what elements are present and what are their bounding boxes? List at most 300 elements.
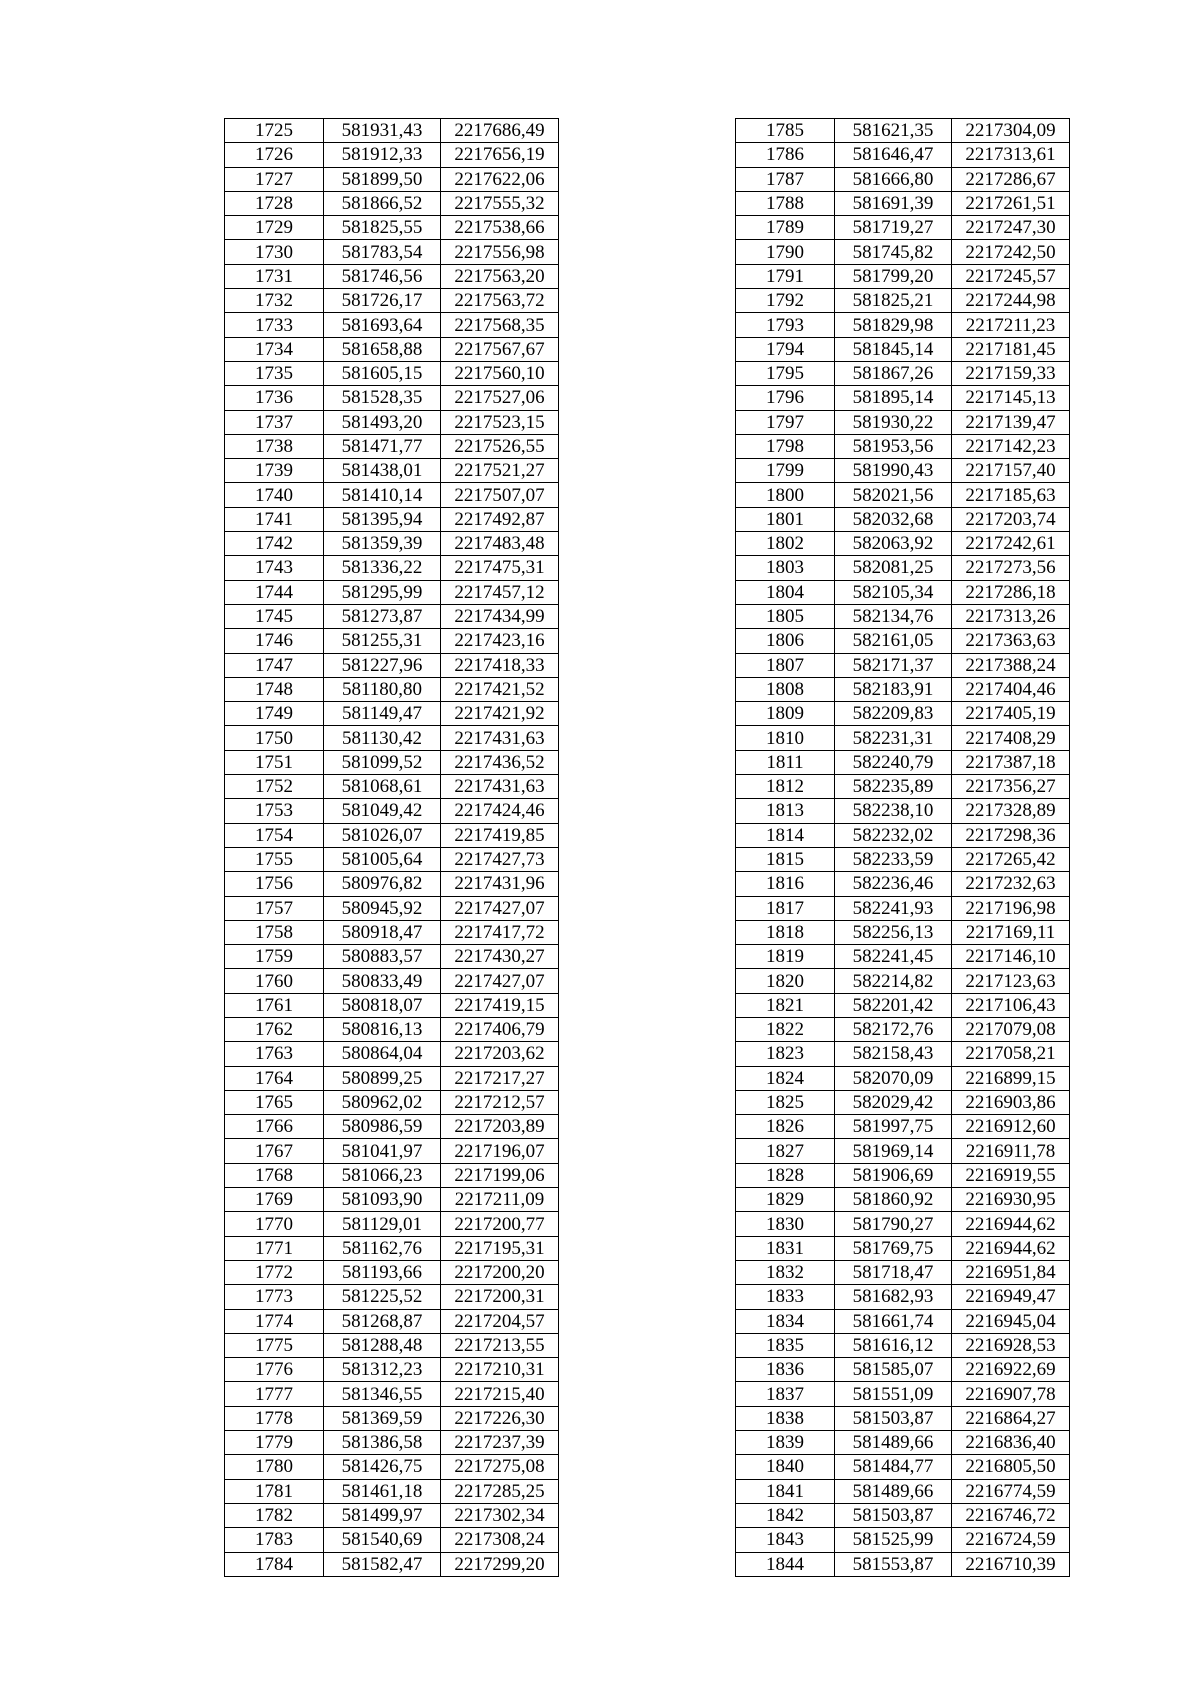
table-row	[225, 313, 559, 337]
point-number-cell: 1842	[736, 1503, 835, 1527]
x-coordinate-cell: 581288,48	[324, 1333, 441, 1357]
x-coordinate-cell: 582161,05	[835, 629, 952, 653]
point-number-cell: 1767	[225, 1139, 324, 1163]
table-row	[736, 775, 1070, 799]
x-coordinate-cell: 582209,83	[835, 702, 952, 726]
point-number-cell: 1741	[225, 507, 324, 531]
point-number-cell: 1828	[736, 1163, 835, 1187]
point-number-cell: 1756	[225, 872, 324, 896]
y-coordinate-cell: 2217200,77	[441, 1212, 559, 1236]
y-coordinate-cell: 2217526,55	[441, 434, 559, 458]
table-row	[736, 1285, 1070, 1309]
table-row	[225, 896, 559, 920]
y-coordinate-cell: 2217538,66	[441, 216, 559, 240]
x-coordinate-cell: 581099,52	[324, 750, 441, 774]
y-coordinate-cell: 2217185,63	[952, 483, 1070, 507]
point-number-cell: 1752	[225, 775, 324, 799]
table-row	[736, 847, 1070, 871]
table-row	[736, 1188, 1070, 1212]
point-number-cell: 1815	[736, 847, 835, 871]
point-number-cell: 1825	[736, 1090, 835, 1114]
table-row	[736, 1552, 1070, 1576]
x-coordinate-cell: 581931,43	[324, 119, 441, 143]
x-coordinate-cell: 581438,01	[324, 459, 441, 483]
y-coordinate-cell: 2217196,07	[441, 1139, 559, 1163]
table-row	[736, 920, 1070, 944]
x-coordinate-cell: 581049,42	[324, 799, 441, 823]
table-row	[225, 1188, 559, 1212]
table-row	[225, 1333, 559, 1357]
y-coordinate-cell: 2217388,24	[952, 653, 1070, 677]
x-coordinate-cell: 581471,77	[324, 434, 441, 458]
x-coordinate-cell: 581426,75	[324, 1455, 441, 1479]
x-coordinate-cell: 582029,42	[835, 1090, 952, 1114]
table-row	[736, 386, 1070, 410]
table-row	[225, 1503, 559, 1527]
y-coordinate-cell: 2216710,39	[952, 1552, 1070, 1576]
table-row	[225, 289, 559, 313]
point-number-cell: 1804	[736, 580, 835, 604]
y-coordinate-cell: 2217363,63	[952, 629, 1070, 653]
point-number-cell: 1728	[225, 191, 324, 215]
point-number-cell: 1780	[225, 1455, 324, 1479]
y-coordinate-cell: 2217404,46	[952, 677, 1070, 701]
y-coordinate-cell: 2217507,07	[441, 483, 559, 507]
point-number-cell: 1766	[225, 1115, 324, 1139]
y-coordinate-cell: 2217211,23	[952, 313, 1070, 337]
point-number-cell: 1816	[736, 872, 835, 896]
point-number-cell: 1813	[736, 799, 835, 823]
y-coordinate-cell: 2217245,57	[952, 264, 1070, 288]
y-coordinate-cell: 2217181,45	[952, 337, 1070, 361]
y-coordinate-cell: 2217431,63	[441, 775, 559, 799]
table-row	[225, 216, 559, 240]
x-coordinate-cell: 582070,09	[835, 1066, 952, 1090]
x-coordinate-cell: 581093,90	[324, 1188, 441, 1212]
table-row	[225, 750, 559, 774]
y-coordinate-cell: 2217226,30	[441, 1406, 559, 1430]
y-coordinate-cell: 2217106,43	[952, 993, 1070, 1017]
table-row	[736, 483, 1070, 507]
x-coordinate-cell: 581769,75	[835, 1236, 952, 1260]
y-coordinate-cell: 2216930,95	[952, 1188, 1070, 1212]
y-coordinate-cell: 2217408,29	[952, 726, 1070, 750]
table-row	[736, 1528, 1070, 1552]
y-coordinate-cell: 2217275,08	[441, 1455, 559, 1479]
x-coordinate-cell: 581395,94	[324, 507, 441, 531]
y-coordinate-cell: 2217313,61	[952, 143, 1070, 167]
point-number-cell: 1823	[736, 1042, 835, 1066]
table-row	[225, 1236, 559, 1260]
x-coordinate-cell: 582201,42	[835, 993, 952, 1017]
table-row	[225, 677, 559, 701]
y-coordinate-cell: 2217304,09	[952, 119, 1070, 143]
table-row	[225, 1552, 559, 1576]
x-coordinate-cell: 581312,23	[324, 1358, 441, 1382]
table-row	[736, 216, 1070, 240]
table-row	[225, 580, 559, 604]
table-row	[225, 386, 559, 410]
y-coordinate-cell: 2217527,06	[441, 386, 559, 410]
y-coordinate-cell: 2217405,19	[952, 702, 1070, 726]
point-number-cell: 1834	[736, 1309, 835, 1333]
y-coordinate-cell: 2217475,31	[441, 556, 559, 580]
x-coordinate-cell: 581255,31	[324, 629, 441, 653]
x-coordinate-cell: 581969,14	[835, 1139, 952, 1163]
x-coordinate-cell: 580833,49	[324, 969, 441, 993]
y-coordinate-cell: 2216922,69	[952, 1358, 1070, 1382]
x-coordinate-cell: 582240,79	[835, 750, 952, 774]
x-coordinate-cell: 581866,52	[324, 191, 441, 215]
y-coordinate-cell: 2217261,51	[952, 191, 1070, 215]
y-coordinate-cell: 2217656,19	[441, 143, 559, 167]
point-number-cell: 1750	[225, 726, 324, 750]
table-row	[736, 532, 1070, 556]
x-coordinate-cell: 580818,07	[324, 993, 441, 1017]
table-row	[225, 920, 559, 944]
x-coordinate-cell: 582183,91	[835, 677, 952, 701]
table-row	[736, 507, 1070, 531]
table-row	[736, 313, 1070, 337]
point-number-cell: 1787	[736, 167, 835, 191]
x-coordinate-cell: 582032,68	[835, 507, 952, 531]
point-number-cell: 1800	[736, 483, 835, 507]
y-coordinate-cell: 2216911,78	[952, 1139, 1070, 1163]
table-row	[225, 1309, 559, 1333]
point-number-cell: 1807	[736, 653, 835, 677]
table-row	[736, 167, 1070, 191]
table-row	[736, 337, 1070, 361]
y-coordinate-cell: 2217423,16	[441, 629, 559, 653]
table-row	[225, 507, 559, 531]
table-row	[736, 896, 1070, 920]
table-row	[225, 629, 559, 653]
table-row	[225, 337, 559, 361]
x-coordinate-cell: 581026,07	[324, 823, 441, 847]
point-number-cell: 1747	[225, 653, 324, 677]
point-number-cell: 1730	[225, 240, 324, 264]
x-coordinate-cell: 581899,50	[324, 167, 441, 191]
x-coordinate-cell: 581359,39	[324, 532, 441, 556]
x-coordinate-cell: 581273,87	[324, 604, 441, 628]
point-number-cell: 1725	[225, 119, 324, 143]
x-coordinate-cell: 580816,13	[324, 1017, 441, 1041]
y-coordinate-cell: 2217196,98	[952, 896, 1070, 920]
x-coordinate-cell: 581906,69	[835, 1163, 952, 1187]
table-row	[225, 556, 559, 580]
y-coordinate-cell: 2217200,20	[441, 1260, 559, 1284]
point-number-cell: 1732	[225, 289, 324, 313]
y-coordinate-cell: 2217232,63	[952, 872, 1070, 896]
y-coordinate-cell: 2217555,32	[441, 191, 559, 215]
x-coordinate-cell: 581336,22	[324, 556, 441, 580]
x-coordinate-cell: 581369,59	[324, 1406, 441, 1430]
x-coordinate-cell: 581691,39	[835, 191, 952, 215]
y-coordinate-cell: 2217079,08	[952, 1017, 1070, 1041]
table-row	[736, 702, 1070, 726]
x-coordinate-cell: 581661,74	[835, 1309, 952, 1333]
table-row	[736, 604, 1070, 628]
point-number-cell: 1820	[736, 969, 835, 993]
x-coordinate-cell: 582241,93	[835, 896, 952, 920]
x-coordinate-cell: 581666,80	[835, 167, 952, 191]
point-number-cell: 1808	[736, 677, 835, 701]
table-row	[225, 191, 559, 215]
point-number-cell: 1778	[225, 1406, 324, 1430]
table-row	[736, 1455, 1070, 1479]
x-coordinate-cell: 582235,89	[835, 775, 952, 799]
point-number-cell: 1749	[225, 702, 324, 726]
table-row	[736, 191, 1070, 215]
x-coordinate-cell: 581745,82	[835, 240, 952, 264]
x-coordinate-cell: 581585,07	[835, 1358, 952, 1382]
table-row	[225, 1260, 559, 1284]
point-number-cell: 1789	[736, 216, 835, 240]
y-coordinate-cell: 2217204,57	[441, 1309, 559, 1333]
x-coordinate-cell: 582236,46	[835, 872, 952, 896]
x-coordinate-cell: 581193,66	[324, 1260, 441, 1284]
x-coordinate-cell: 582134,76	[835, 604, 952, 628]
table-row	[736, 459, 1070, 483]
table-row	[225, 604, 559, 628]
point-number-cell: 1781	[225, 1479, 324, 1503]
x-coordinate-cell: 581605,15	[324, 361, 441, 385]
y-coordinate-cell: 2217427,07	[441, 896, 559, 920]
y-coordinate-cell: 2217434,99	[441, 604, 559, 628]
point-number-cell: 1839	[736, 1431, 835, 1455]
x-coordinate-cell: 581990,43	[835, 459, 952, 483]
x-coordinate-cell: 582241,45	[835, 945, 952, 969]
table-row	[225, 167, 559, 191]
table-row	[225, 799, 559, 823]
y-coordinate-cell: 2217417,72	[441, 920, 559, 944]
x-coordinate-cell: 581227,96	[324, 653, 441, 677]
point-number-cell: 1793	[736, 313, 835, 337]
x-coordinate-cell: 581621,35	[835, 119, 952, 143]
point-number-cell: 1837	[736, 1382, 835, 1406]
table-row	[736, 264, 1070, 288]
x-coordinate-cell: 582232,02	[835, 823, 952, 847]
x-coordinate-cell: 581528,35	[324, 386, 441, 410]
x-coordinate-cell: 580918,47	[324, 920, 441, 944]
y-coordinate-cell: 2217419,15	[441, 993, 559, 1017]
table-row	[736, 872, 1070, 896]
x-coordinate-cell: 581783,54	[324, 240, 441, 264]
table-row	[225, 1285, 559, 1309]
table-row	[225, 726, 559, 750]
x-coordinate-cell: 581489,66	[835, 1431, 952, 1455]
table-row	[225, 483, 559, 507]
y-coordinate-cell: 2217159,33	[952, 361, 1070, 385]
y-coordinate-cell: 2216944,62	[952, 1236, 1070, 1260]
x-coordinate-cell: 581616,12	[835, 1333, 952, 1357]
y-coordinate-cell: 2217199,06	[441, 1163, 559, 1187]
point-number-cell: 1759	[225, 945, 324, 969]
table-row	[225, 361, 559, 385]
coordinates-table-right	[735, 118, 1070, 1577]
point-number-cell: 1806	[736, 629, 835, 653]
y-coordinate-cell: 2216836,40	[952, 1431, 1070, 1455]
table-row	[736, 1212, 1070, 1236]
y-coordinate-cell: 2216805,50	[952, 1455, 1070, 1479]
y-coordinate-cell: 2217210,31	[441, 1358, 559, 1382]
point-number-cell: 1832	[736, 1260, 835, 1284]
point-number-cell: 1740	[225, 483, 324, 507]
x-coordinate-cell: 581799,20	[835, 264, 952, 288]
point-number-cell: 1731	[225, 264, 324, 288]
point-number-cell: 1821	[736, 993, 835, 1017]
x-coordinate-cell: 581225,52	[324, 1285, 441, 1309]
x-coordinate-cell: 581912,33	[324, 143, 441, 167]
table-row	[736, 1431, 1070, 1455]
x-coordinate-cell: 581646,47	[835, 143, 952, 167]
y-coordinate-cell: 2217215,40	[441, 1382, 559, 1406]
x-coordinate-cell: 582081,25	[835, 556, 952, 580]
x-coordinate-cell: 581860,92	[835, 1188, 952, 1212]
table-row	[736, 556, 1070, 580]
x-coordinate-cell: 581829,98	[835, 313, 952, 337]
point-number-cell: 1822	[736, 1017, 835, 1041]
x-coordinate-cell: 582105,34	[835, 580, 952, 604]
table-row	[736, 726, 1070, 750]
x-coordinate-cell: 580986,59	[324, 1115, 441, 1139]
point-number-cell: 1784	[225, 1552, 324, 1576]
x-coordinate-cell: 581540,69	[324, 1528, 441, 1552]
point-number-cell: 1798	[736, 434, 835, 458]
table-row	[736, 1163, 1070, 1187]
x-coordinate-cell: 580883,57	[324, 945, 441, 969]
y-coordinate-cell: 2216912,60	[952, 1115, 1070, 1139]
x-coordinate-cell: 581041,97	[324, 1139, 441, 1163]
point-number-cell: 1773	[225, 1285, 324, 1309]
x-coordinate-cell: 581162,76	[324, 1236, 441, 1260]
table-row	[736, 1017, 1070, 1041]
y-coordinate-cell: 2217523,15	[441, 410, 559, 434]
x-coordinate-cell: 580962,02	[324, 1090, 441, 1114]
y-coordinate-cell: 2217145,13	[952, 386, 1070, 410]
table-row	[225, 1212, 559, 1236]
table-row	[736, 1479, 1070, 1503]
point-number-cell: 1742	[225, 532, 324, 556]
x-coordinate-cell: 581130,42	[324, 726, 441, 750]
table-row	[225, 1115, 559, 1139]
y-coordinate-cell: 2216724,59	[952, 1528, 1070, 1552]
point-number-cell: 1779	[225, 1431, 324, 1455]
y-coordinate-cell: 2217421,52	[441, 677, 559, 701]
point-number-cell: 1785	[736, 119, 835, 143]
y-coordinate-cell: 2217244,98	[952, 289, 1070, 313]
point-number-cell: 1827	[736, 1139, 835, 1163]
x-coordinate-cell: 581790,27	[835, 1212, 952, 1236]
table-row	[736, 1333, 1070, 1357]
y-coordinate-cell: 2217217,27	[441, 1066, 559, 1090]
point-number-cell: 1733	[225, 313, 324, 337]
point-number-cell: 1792	[736, 289, 835, 313]
point-number-cell: 1765	[225, 1090, 324, 1114]
point-number-cell: 1751	[225, 750, 324, 774]
x-coordinate-cell: 581582,47	[324, 1552, 441, 1576]
x-coordinate-cell: 581068,61	[324, 775, 441, 799]
table-row	[736, 1358, 1070, 1382]
x-coordinate-cell: 581346,55	[324, 1382, 441, 1406]
y-coordinate-cell: 2217431,63	[441, 726, 559, 750]
y-coordinate-cell: 2216907,78	[952, 1382, 1070, 1406]
table-row	[736, 945, 1070, 969]
table-row	[225, 1406, 559, 1430]
y-coordinate-cell: 2217418,33	[441, 653, 559, 677]
y-coordinate-cell: 2217203,74	[952, 507, 1070, 531]
point-number-cell: 1761	[225, 993, 324, 1017]
table-row	[736, 580, 1070, 604]
table-row	[736, 434, 1070, 458]
y-coordinate-cell: 2217622,06	[441, 167, 559, 191]
x-coordinate-cell: 581268,87	[324, 1309, 441, 1333]
point-number-cell: 1824	[736, 1066, 835, 1090]
y-coordinate-cell: 2217419,85	[441, 823, 559, 847]
y-coordinate-cell: 2216944,62	[952, 1212, 1070, 1236]
x-coordinate-cell: 581825,55	[324, 216, 441, 240]
y-coordinate-cell: 2217058,21	[952, 1042, 1070, 1066]
point-number-cell: 1811	[736, 750, 835, 774]
table-row	[736, 799, 1070, 823]
table-row	[736, 629, 1070, 653]
point-number-cell: 1738	[225, 434, 324, 458]
y-coordinate-cell: 2217302,34	[441, 1503, 559, 1527]
point-number-cell: 1755	[225, 847, 324, 871]
table-row	[736, 1066, 1070, 1090]
x-coordinate-cell: 581551,09	[835, 1382, 952, 1406]
x-coordinate-cell: 582231,31	[835, 726, 952, 750]
point-number-cell: 1819	[736, 945, 835, 969]
point-number-cell: 1818	[736, 920, 835, 944]
table-row	[736, 1139, 1070, 1163]
table-row	[225, 702, 559, 726]
y-coordinate-cell: 2217273,56	[952, 556, 1070, 580]
table-row	[225, 1431, 559, 1455]
x-coordinate-cell: 581295,99	[324, 580, 441, 604]
table-row	[225, 1090, 559, 1114]
table-row	[225, 847, 559, 871]
point-number-cell: 1743	[225, 556, 324, 580]
table-row	[225, 1042, 559, 1066]
y-coordinate-cell: 2217242,61	[952, 532, 1070, 556]
table-row	[225, 410, 559, 434]
y-coordinate-cell: 2217427,73	[441, 847, 559, 871]
table-row	[225, 119, 559, 143]
y-coordinate-cell: 2217406,79	[441, 1017, 559, 1041]
point-number-cell: 1764	[225, 1066, 324, 1090]
x-coordinate-cell: 581410,14	[324, 483, 441, 507]
point-number-cell: 1772	[225, 1260, 324, 1284]
table-row	[225, 823, 559, 847]
x-coordinate-cell: 582021,56	[835, 483, 952, 507]
table-row	[736, 1406, 1070, 1430]
point-number-cell: 1760	[225, 969, 324, 993]
point-number-cell: 1809	[736, 702, 835, 726]
table-row	[225, 653, 559, 677]
table-row	[736, 410, 1070, 434]
y-coordinate-cell: 2217146,10	[952, 945, 1070, 969]
point-number-cell: 1826	[736, 1115, 835, 1139]
point-number-cell: 1814	[736, 823, 835, 847]
point-number-cell: 1799	[736, 459, 835, 483]
table-row	[736, 1115, 1070, 1139]
y-coordinate-cell: 2217169,11	[952, 920, 1070, 944]
table-row	[225, 969, 559, 993]
table-row	[736, 823, 1070, 847]
table-row	[736, 1309, 1070, 1333]
table-row	[736, 969, 1070, 993]
